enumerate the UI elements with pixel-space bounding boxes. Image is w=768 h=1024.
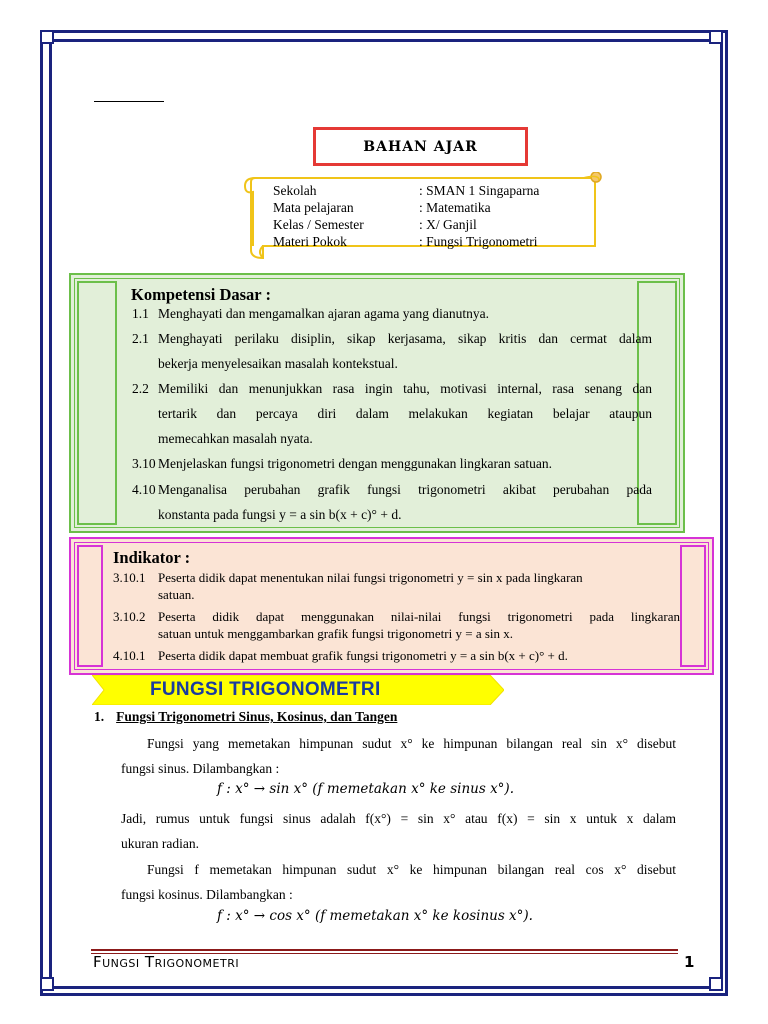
kd-text: Memiliki dan menunjukkan rasa ingin tahu, motivasi internal, rasa senang dan	[158, 381, 652, 396]
indikator-text: Peserta didik dapat membuat grafik fungsi trigonometri y = a sin b(x + c)° + d.	[158, 648, 568, 663]
kd-number: 2.2	[132, 381, 149, 396]
kd-text: Menjelaskan fungsi trigonometri dengan menggunakan lingkaran satuan.	[158, 456, 553, 471]
section-title: FUNGSI TRIGONOMETRI	[150, 679, 381, 700]
kd-number: 3.10	[132, 456, 156, 471]
corner-ornament	[709, 977, 723, 991]
indikator-item	[113, 647, 680, 664]
kd-text: Menghayati perilaku disiplin, sikap kerjasama, sikap kritis dan cermat dalam	[158, 331, 652, 346]
corner-ornament	[40, 30, 54, 44]
kd-item	[132, 326, 652, 376]
body-line: fungsi sinus. Dilambangkan :	[121, 761, 280, 776]
body-line: Fungsi f memetakan himpunan sudut x° ke himpunan bilangan real cos x° disebut	[147, 862, 676, 877]
info-row	[273, 199, 539, 216]
indikator-text: satuan.	[158, 587, 195, 602]
indikator-number: 4.10.1	[113, 648, 146, 663]
body-line: ukuran radian.	[121, 836, 199, 851]
body-line: Fungsi yang memetakan himpunan sudut x° ke himpunan bilangan real sin x° disebut	[147, 736, 676, 751]
subsection-heading	[94, 709, 397, 725]
info-scroll	[243, 172, 602, 260]
indikator-text: Peserta didik dapat menggunakan nilai-nilai fungsi trigonometri pada lingkaran	[158, 609, 680, 624]
indikator-number: 3.10.1	[113, 570, 146, 585]
header-rule	[94, 101, 164, 102]
info-row	[273, 182, 539, 199]
indikator-number: 3.10.2	[113, 609, 146, 624]
indikator-text: satuan untuk menggambarkan grafik fungsi trigonometri y = a sin x.	[158, 626, 514, 641]
indikator-text: Peserta didik dapat menentukan nilai fungsi trigonometri y = sin x pada lingkaran	[158, 570, 583, 585]
indikator-item	[113, 608, 680, 642]
info-value: : SMAN 1 Singaparna	[419, 183, 540, 198]
footer-title: Fungsi Trigonometri	[93, 953, 240, 971]
kd-text: tertarik dan percaya diri dalam melakukan kegiatan belajar ataupun	[158, 406, 652, 421]
info-value: : X/ Ganjil	[419, 217, 477, 232]
kd-number: 2.1	[132, 331, 149, 346]
kd-number: 4.10	[132, 482, 156, 497]
formula-kosinus: f : x° → cos x° (f memetakan x° ke kosinus x°).	[217, 908, 533, 924]
info-row	[273, 233, 539, 250]
kd-item	[132, 376, 652, 451]
decor-panel	[680, 545, 706, 667]
info-value: : Fungsi Trigonometri	[419, 234, 538, 249]
title-box	[313, 127, 528, 166]
body-line: fungsi kosinus. Dilambangkan :	[121, 887, 293, 902]
indikator-heading: Indikator :	[113, 548, 191, 567]
subsection-number: 1.	[94, 709, 105, 724]
body-line: Jadi, rumus untuk fungsi sinus adalah f(x°) = sin x° atau f(x) = sin x untuk x dalam	[121, 811, 676, 826]
kd-text: konstanta pada fungsi y = a sin b(x + c)° + d.	[158, 507, 402, 522]
kd-item	[132, 477, 652, 527]
kd-item	[132, 301, 652, 326]
decor-panel	[77, 545, 103, 667]
decor-panel	[77, 281, 117, 525]
kd-number: 1.1	[132, 306, 149, 321]
info-row	[273, 216, 539, 233]
kd-text: Menghayati dan mengamalkan ajaran agama yang dianutnya.	[158, 306, 489, 321]
kd-item	[132, 451, 652, 476]
footer-rule	[91, 949, 678, 951]
info-key: Kelas / Semester	[273, 217, 364, 232]
formula-sinus: f : x° → sin x° (f memetakan x° ke sinus x°).	[217, 781, 514, 797]
subsection-title: Fungsi Trigonometri Sinus, Kosinus, dan Tangen	[116, 709, 398, 724]
info-key: Materi Pokok	[273, 234, 347, 249]
info-key: Sekolah	[273, 183, 317, 198]
kd-text: memecahkan masalah nyata.	[158, 431, 313, 446]
kompetensi-heading: Kompetensi Dasar :	[131, 285, 271, 304]
page-number: 1	[684, 953, 695, 971]
info-key: Mata pelajaran	[273, 200, 354, 215]
indikator-item	[113, 569, 680, 603]
kd-text: Menganalisa perubahan grafik fungsi trigonometri akibat perubahan pada	[158, 482, 652, 497]
kd-text: bekerja menyelesaikan masalah kontekstual.	[158, 356, 398, 371]
corner-ornament	[40, 977, 54, 991]
info-table	[273, 182, 539, 250]
corner-ornament	[709, 30, 723, 44]
info-value: : Matematika	[419, 200, 491, 215]
page-title: BAHAN AJAR	[363, 138, 478, 155]
